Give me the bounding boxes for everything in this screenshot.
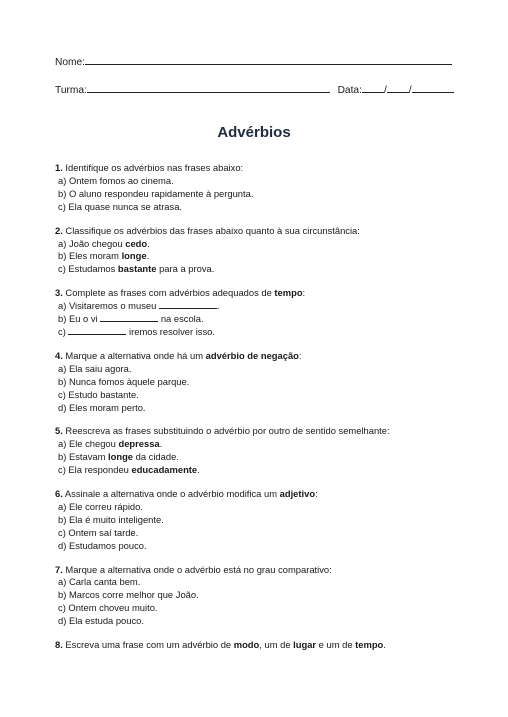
question-stem: 8. Escreva uma frase com um advérbio de modo, um de lugar e um de tempo. <box>55 639 386 651</box>
question-option: a) Ele chegou depressa. <box>58 438 163 450</box>
question-6 <box>55 488 475 553</box>
emphasis-term: longe <box>121 250 147 262</box>
question-number: 2. <box>55 224 63 236</box>
question-3 <box>55 287 475 339</box>
date-label: Data: <box>337 85 362 96</box>
question-7 <box>55 564 475 629</box>
emphasis-term: tempo <box>274 287 303 299</box>
question-option: a) Ontem fomos ao cinema. <box>58 174 174 186</box>
date-month-line[interactable] <box>387 83 409 93</box>
question-number: 6. <box>55 488 63 500</box>
emphasis-term: bastante <box>117 263 157 275</box>
question-stem: 2. Classifique os advérbios das frases abaixo quanto à sua circunstância: <box>55 224 360 236</box>
emphasis-term: educadamente <box>131 464 198 476</box>
emphasis-term: lugar <box>293 639 317 651</box>
question-option: d) Estudamos pouco. <box>58 539 147 551</box>
question-stem: 5. Reescreva as frases substituindo o advérbio por outro de sentido semelhante: <box>55 425 390 437</box>
question-option: a) Visitaremos o museu . <box>58 300 220 312</box>
emphasis-term: modo <box>233 639 260 651</box>
question-stem: 1. Identifique os advérbios nas frases abaixo: <box>55 162 244 173</box>
question-option: b) Ela é muito inteligente. <box>58 513 164 525</box>
question-1 <box>55 162 475 214</box>
question-number: 5. <box>55 425 63 437</box>
name-label: Nome: <box>55 57 86 68</box>
question-option: b) Marcos corre melhor que João. <box>58 589 199 601</box>
emphasis-term: cedo <box>125 237 148 249</box>
question-option: a) João chegou cedo. <box>58 237 150 249</box>
question-option: d) Eles moram perto. <box>58 401 146 413</box>
class-line[interactable] <box>87 83 330 93</box>
question-5 <box>55 425 475 477</box>
question-option: c) iremos resolver isso. <box>58 325 215 337</box>
class-date-row <box>55 83 454 96</box>
question-number: 1. <box>55 162 63 173</box>
question-list <box>55 162 475 663</box>
emphasis-term: longe <box>108 451 134 463</box>
question-stem: 6. Assinale a alternativa onde o advérbio modifica um adjetivo: <box>55 488 318 500</box>
question-option: b) Nunca fomos àquele parque. <box>58 375 190 387</box>
question-option: c) Ontem saí tarde. <box>58 526 139 538</box>
question-number: 7. <box>55 563 63 575</box>
question-option: a) Ela saiu agora. <box>58 362 132 374</box>
question-option: b) O aluno respondeu rapidamente à pergunta. <box>58 187 254 199</box>
question-option: c) Estudo bastante. <box>58 388 139 400</box>
question-stem: 7. Marque a alternativa onde o advérbio está no grau comparativo: <box>55 563 332 575</box>
question-option: a) Carla canta bem. <box>58 576 141 588</box>
date-separator: / <box>408 85 412 96</box>
question-option: c) Ontem choveu muito. <box>58 602 158 614</box>
emphasis-term: advérbio de negação <box>205 349 299 361</box>
question-option: b) Eu o vi na escola. <box>58 313 204 325</box>
emphasis-term: tempo <box>355 639 384 651</box>
date-day-line[interactable] <box>362 83 384 93</box>
question-number: 4. <box>55 349 63 361</box>
question-option: d) Ela estuda pouco. <box>58 615 144 627</box>
question-option: b) Estavam longe da cidade. <box>58 451 179 463</box>
answer-blank[interactable] <box>159 300 217 309</box>
question-8 <box>55 639 475 652</box>
date-year-line[interactable] <box>412 83 454 93</box>
question-option: c) Estudamos bastante para a prova. <box>58 263 215 275</box>
question-4 <box>55 350 475 415</box>
emphasis-term: depressa <box>118 438 160 450</box>
answer-blank[interactable] <box>68 326 126 335</box>
question-2 <box>55 225 475 277</box>
emphasis-term: adjetivo <box>279 488 316 500</box>
page-title: Advérbios <box>217 124 291 141</box>
class-label: Turma: <box>55 85 87 96</box>
question-number: 8. <box>55 639 63 651</box>
name-row <box>55 55 452 68</box>
answer-blank[interactable] <box>100 313 158 322</box>
question-option: c) Ela quase nunca se atrasa. <box>58 200 183 212</box>
question-stem: 3. Complete as frases com advérbios adequados de tempo: <box>55 287 306 299</box>
question-option: b) Eles moram longe. <box>58 250 150 262</box>
question-stem: 4. Marque a alternativa onde há um advérbio de negação: <box>55 349 302 361</box>
name-line[interactable] <box>85 55 452 65</box>
question-number: 3. <box>55 287 63 299</box>
question-option: a) Ele correu rápido. <box>58 500 143 512</box>
question-option: c) Ela respondeu educadamente. <box>58 464 200 476</box>
date-separator: / <box>383 85 387 96</box>
